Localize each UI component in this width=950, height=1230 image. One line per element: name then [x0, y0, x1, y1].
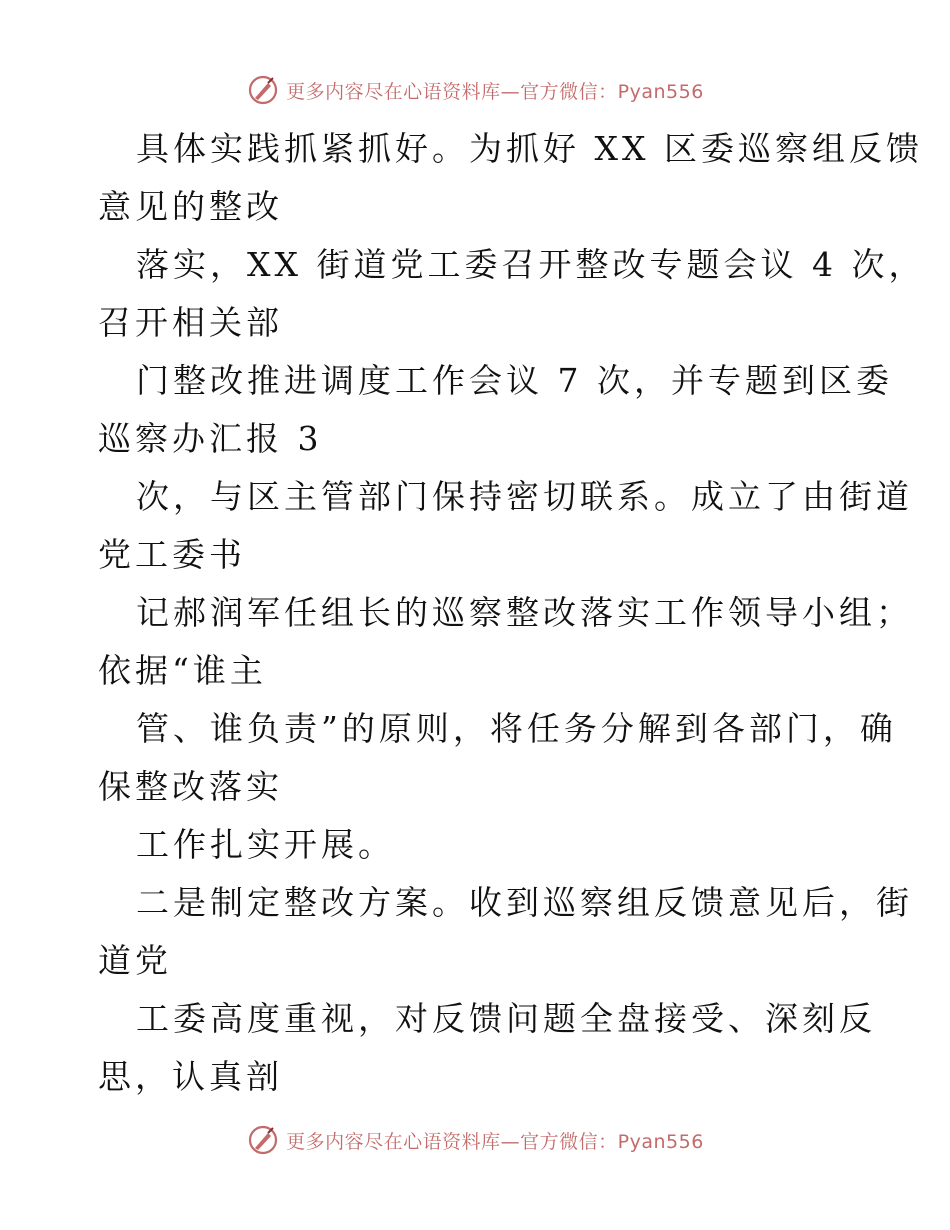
- document-line: 巡察办汇报 3: [98, 419, 323, 458]
- document-line: 二是制定整改方案。收到巡察组反馈意见后，街: [136, 883, 913, 922]
- document-line: 门整改推进调度工作会议 7 次，并专题到区委: [136, 361, 893, 400]
- header-watermark-text: 更多内容尽在心语资料库—官方微信：Pyan556: [286, 80, 704, 103]
- document-line: 意见的整改: [98, 187, 283, 226]
- document-line: 次，与区主管部门保持密切联系。成立了由街道: [136, 477, 913, 516]
- document-line: 召开相关部: [98, 303, 283, 342]
- document-line: 思，认真剖: [98, 1057, 283, 1096]
- document-line: 落实，XX 街道党工委召开整改专题会议 4 次，: [136, 245, 926, 284]
- document-line: 道党: [98, 941, 172, 980]
- document-line: 工委高度重视，对反馈问题全盘接受、深刻反: [136, 999, 876, 1038]
- document-line: 管、谁负责”的原则，将任务分解到各部门，确: [136, 709, 897, 748]
- footer-watermark-text: 更多内容尽在心语资料库—官方微信：Pyan556: [286, 1130, 704, 1153]
- document-line: 党工委书: [98, 535, 246, 574]
- document-line: 依据“谁主: [98, 651, 267, 690]
- document-line: 工作扎实开展。: [136, 825, 395, 864]
- document-line: 保整改落实: [98, 767, 283, 806]
- header-watermark-banner: [0, 70, 950, 110]
- quill-pen-icon: [246, 1123, 280, 1157]
- footer-watermark-banner: [0, 1120, 950, 1160]
- document-line: 记郝润军任组长的巡察整改落实工作领导小组；: [136, 593, 913, 632]
- document-line: 具体实践抓紧抓好。为抓好 XX 区委巡察组反馈: [136, 129, 923, 168]
- quill-pen-icon: [246, 73, 280, 107]
